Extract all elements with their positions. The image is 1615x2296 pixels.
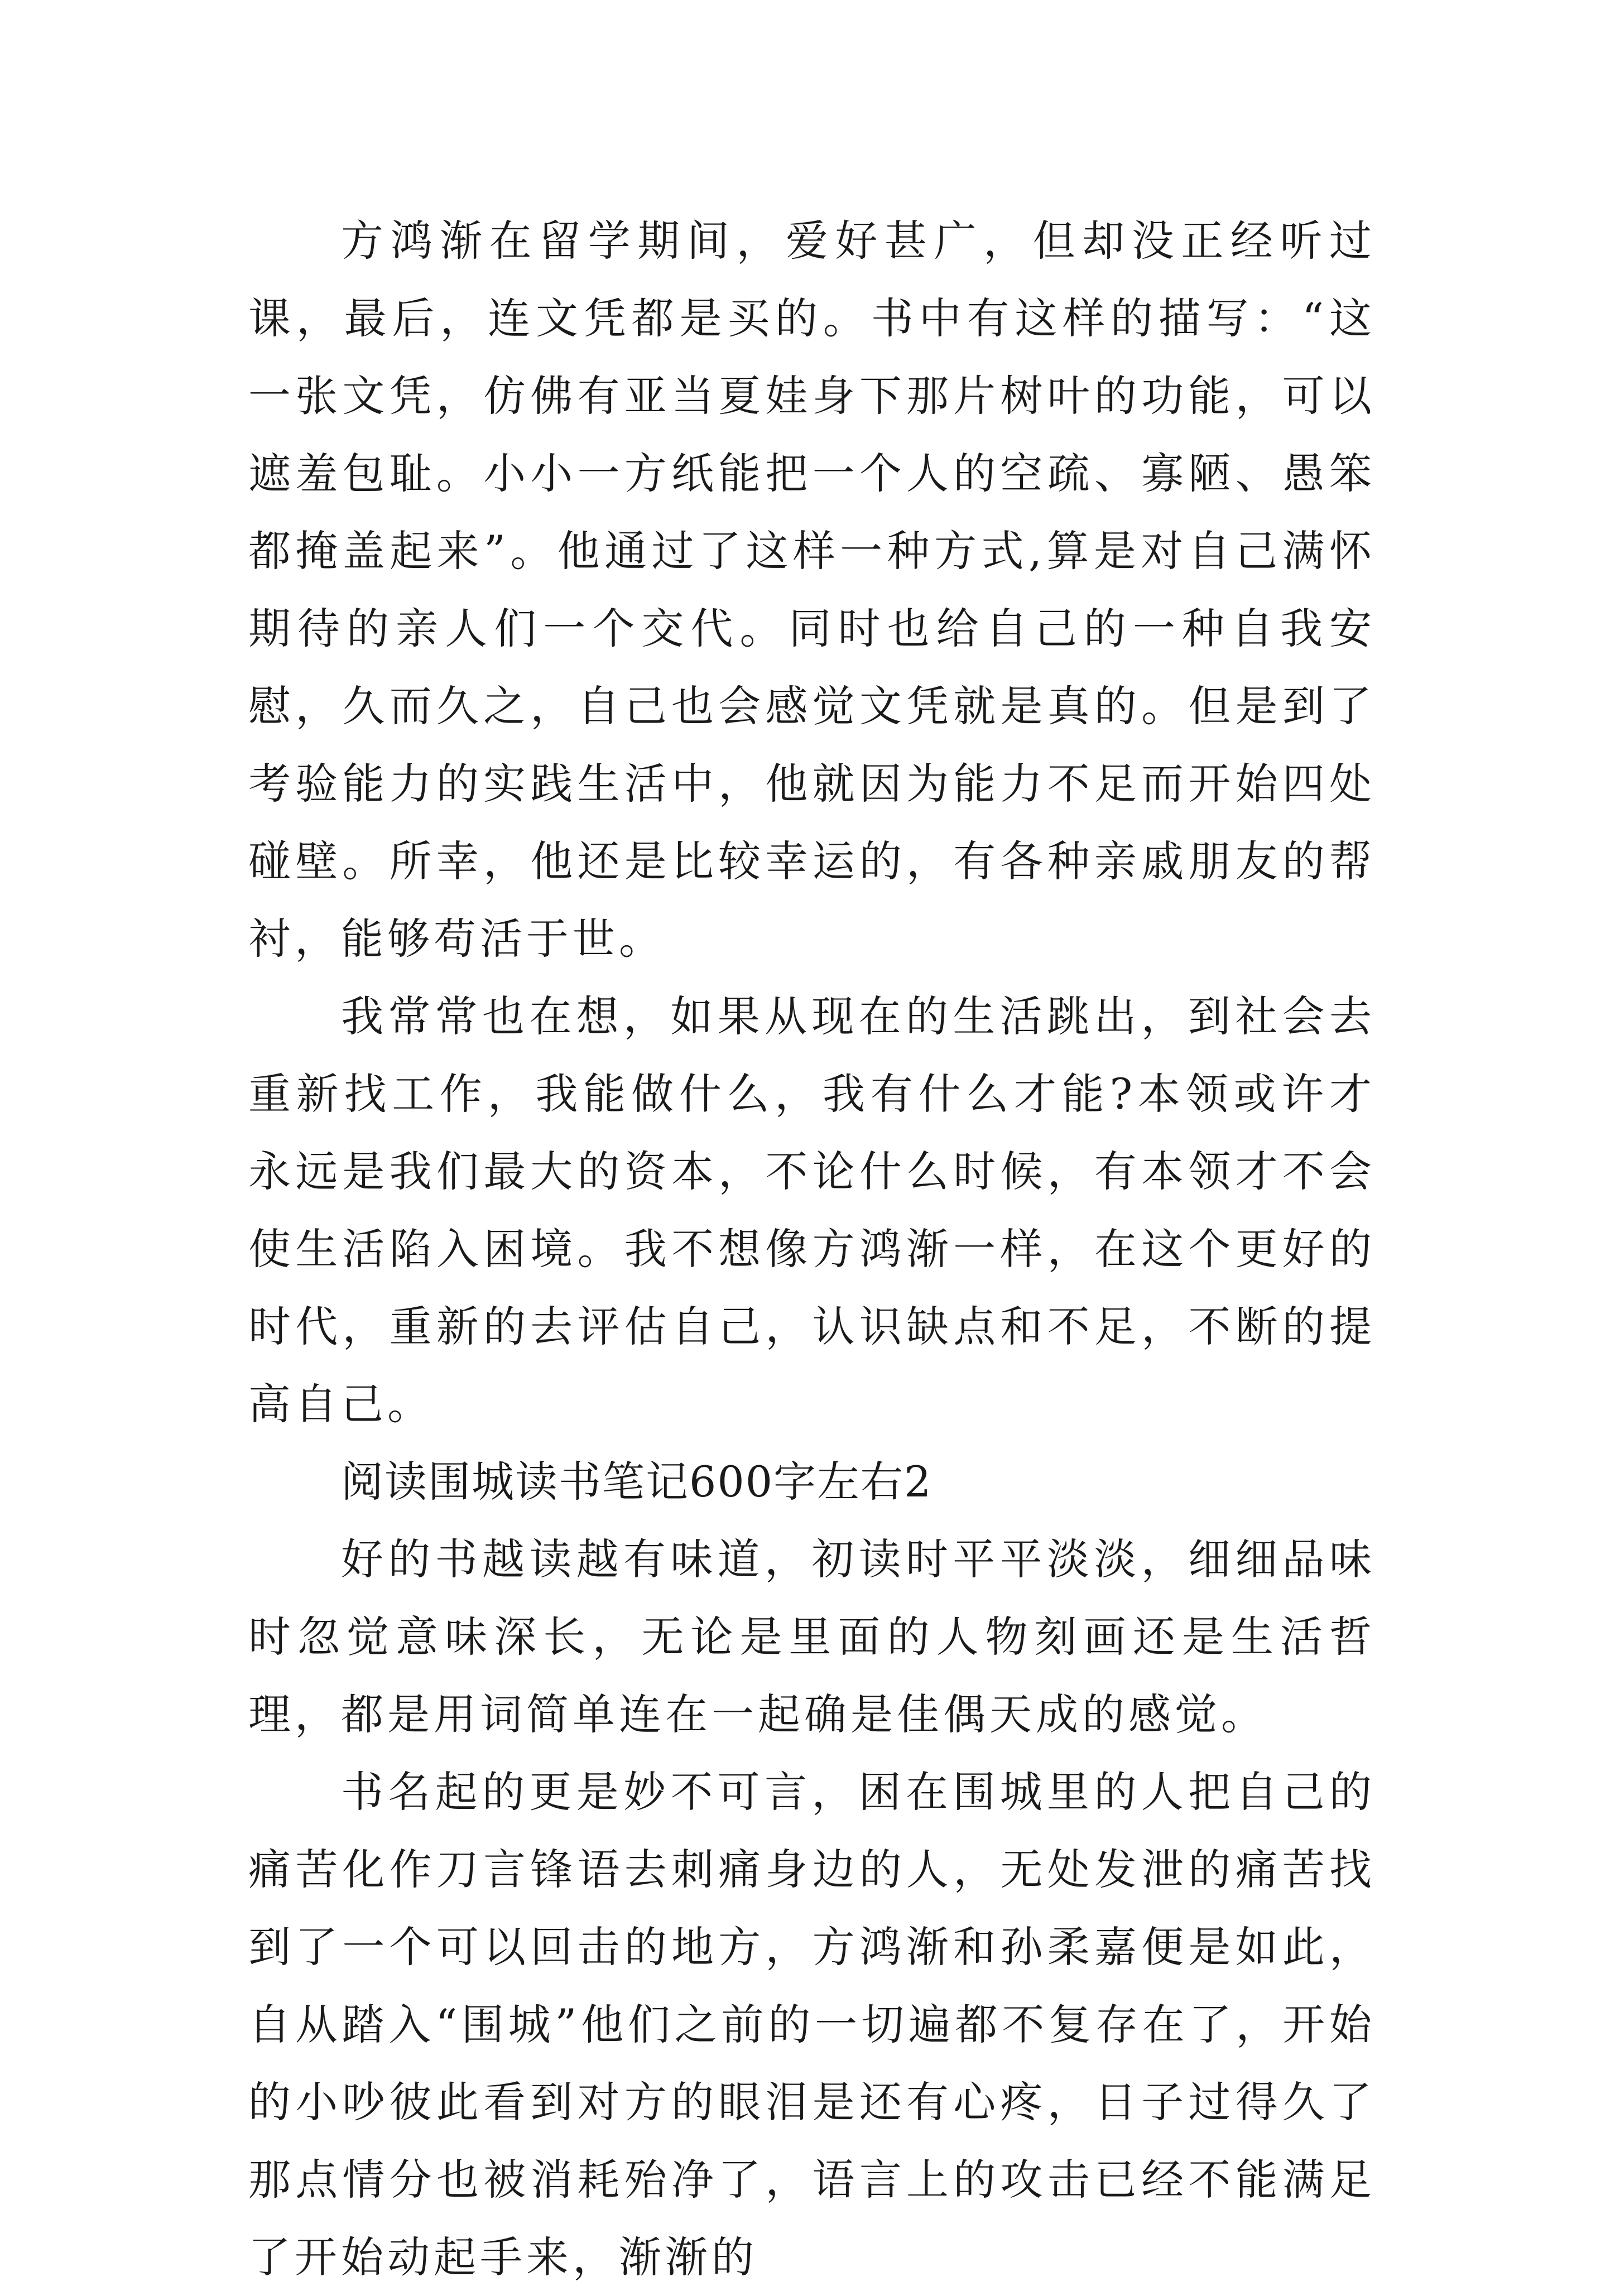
paragraph-4: 书名起的更是妙不可言，困在围城里的人把自己的痛苦化作刀言锋语去刺痛身边的人，无处发泄的痛苦找到了一个可以回击的地方，方鸿渐和孙柔嘉便是如此，自从踏入“围城”他们之前的一切遍都不复存在了，开始的小吵彼此看到对方的眼泪是还有心疼，日子过得久了那点情分也被消耗殆净了，语言上的攻击已经不能满足了开始动起手来，渐渐的 <box>248 1767 1376 2282</box>
section-heading: 阅读围城读书笔记600字左右2 <box>341 1457 933 1506</box>
paragraph-3: 好的书越读越有味道，初读时平平淡淡，细细品味时忽觉意味深长，无论是里面的人物刻画还是生活哲理，都是用词简单连在一起确是佳偶天成的感觉。 <box>248 1534 1376 1739</box>
document-body <box>248 202 1376 2296</box>
paragraph-2: 我常常也在想，如果从现在的生活跳出，到社会去重新找工作，我能做什么，我有什么才能?本领或许才永远是我们最大的资本，不论什么时候，有本领才不会使生活陷入困境。我不想像方鸿渐一样，在这个更好的时代，重新的去评估自己，认识缺点和不足，不断的提高自己。 <box>248 991 1376 1429</box>
paragraph-1: 方鸿渐在留学期间，爱好甚广，但却没正经听过课，最后，连文凭都是买的。书中有这样的描写：“这一张文凭，仿佛有亚当夏娃身下那片树叶的功能，可以遮羞包耻。小小一方纸能把一个人的空疏、寡陋、愚笨都掩盖起来”。他通过了这样一种方式,算是对自己满怀期待的亲人们一个交代。同时也给自己的一种自我安慰，久而久之，自己也会感觉文凭就是真的。但是到了考验能力的实践生活中，他就因为能力不足而开始四处碰壁。所幸，他还是比较幸运的，有各种亲戚朋友的帮衬，能够苟活于世。 <box>248 216 1376 964</box>
